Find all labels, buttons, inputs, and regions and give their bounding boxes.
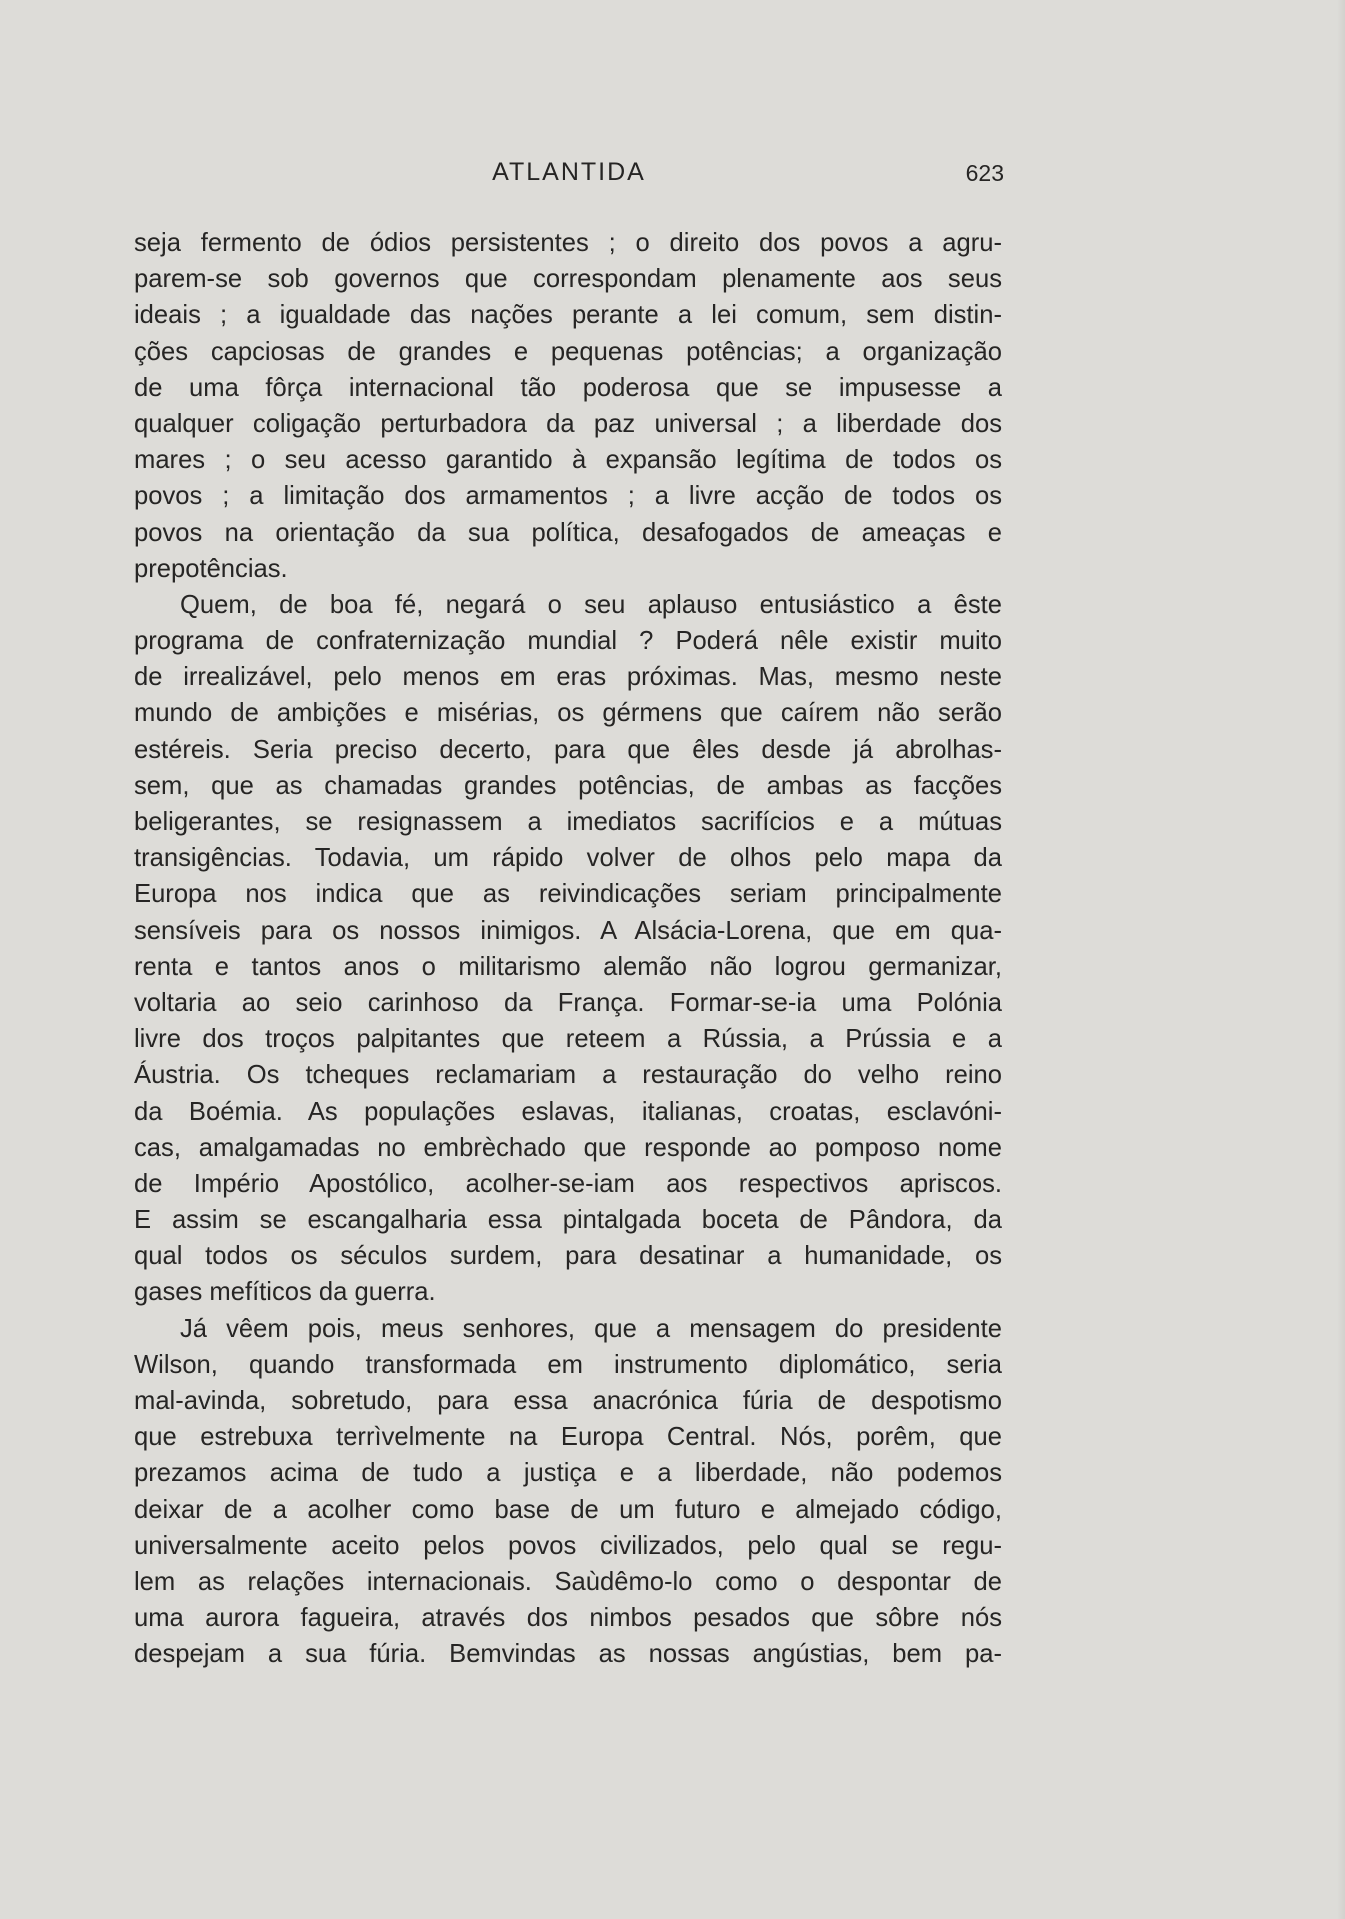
text-line: Já vêem pois, meus senhores, que a mensagem do presidente: [180, 1314, 1002, 1343]
running-title: ATLANTIDA: [492, 158, 646, 186]
text-line: povos ; a limitação dos armamentos ; a livre acção de todos os: [134, 482, 1002, 511]
text-line: qualquer coligação perturbadora da paz universal ; a liberdade dos: [134, 409, 1002, 438]
text-line: estéreis. Seria preciso decerto, para que êles desde já abrolhas-: [134, 735, 1002, 764]
text-line: E assim se escangalharia essa pintalgada boceta de Pândora, da: [134, 1206, 1002, 1235]
text-line: prezamos acima de tudo a justiça e a liberdade, não podemos: [134, 1459, 1002, 1488]
running-header: [134, 158, 1004, 192]
page-number: 623: [965, 160, 1004, 186]
text-line: Wilson, quando transformada em instrumento diplomático, seria: [134, 1350, 1002, 1379]
text-line: mundo de ambições e misérias, os gérmens que caírem não serão: [134, 699, 1002, 728]
text-line: renta e tantos anos o militarismo alemão não logrou germanizar,: [134, 952, 1002, 981]
text-line: cas, amalgamadas no embrèchado que responde ao pomposo nome: [134, 1133, 1002, 1162]
text-line: de Império Apostólico, acolher-se-iam aos respectivos apriscos.: [134, 1169, 1002, 1198]
text-line: lem as relações internacionais. Saùdêmo-lo como o despontar de: [134, 1567, 1002, 1596]
text-line: seja fermento de ódios persistentes ; o direito dos povos a agru-: [134, 229, 1002, 257]
text-line: livre dos troços palpitantes que reteem a Rússia, a Prússia e a: [134, 1025, 1002, 1054]
text-line: universalmente aceito pelos povos civilizados, pelo qual se regu-: [134, 1531, 1002, 1560]
body-text: [134, 225, 1002, 1673]
text-line: Europa nos indica que as reivindicações seriam principalmente: [134, 880, 1002, 909]
text-line: qual todos os séculos surdem, para desatinar a humanidade, os: [134, 1242, 1002, 1271]
text-line: de irrealizável, pelo menos em eras próximas. Mas, mesmo neste: [134, 663, 1002, 692]
text-line: sensíveis para os nossos inimigos. A Alsácia-Lorena, que em qua-: [134, 916, 1002, 945]
text-line: beligerantes, se resignassem a imediatos sacrifícios e a mútuas: [134, 808, 1002, 836]
text-line: ções capciosas de grandes e pequenas potências; a organização: [134, 337, 1002, 366]
text-line: transigências. Todavia, um rápido volver de olhos pelo mapa da: [134, 844, 1002, 873]
text-line: ideais ; a igualdade das nações perante a lei comum, sem distin-: [134, 301, 1002, 330]
text-line: Quem, de boa fé, negará o seu aplauso entusiástico a êste: [180, 590, 1002, 619]
text-line: voltaria ao seio carinhoso da França. Formar-se-ia uma Polónia: [134, 988, 1002, 1017]
text-line: uma aurora fagueira, através dos nimbos pesados que sôbre nós: [134, 1604, 1002, 1633]
text-line: de uma fôrça internacional tão poderosa que se impusesse a: [134, 373, 1002, 402]
text-line: que estrebuxa terrìvelmente na Europa Central. Nós, porêm, que: [134, 1423, 1002, 1452]
text-line: Áustria. Os tcheques reclamariam a restauração do velho reino: [134, 1061, 1002, 1090]
text-line: parem-se sob governos que correspondam plenamente aos seus: [134, 265, 1002, 294]
text-line: prepotências.: [134, 554, 288, 583]
page-edge-shadow: [1337, 0, 1345, 1919]
text-line: despejam a sua fúria. Bemvindas as nossas angústias, bem pa-: [134, 1640, 1002, 1669]
text-line: gases mefíticos da guerra.: [134, 1278, 436, 1307]
text-line: deixar de a acolher como base de um futuro e almejado código,: [134, 1495, 1002, 1524]
text-line: mal-avinda, sobretudo, para essa anacrónica fúria de despotismo: [134, 1387, 1002, 1415]
text-line: sem, que as chamadas grandes potências, de ambas as facções: [134, 771, 1002, 800]
text-line: povos na orientação da sua política, desafogados de ameaças e: [134, 518, 1002, 547]
text-line: mares ; o seu acesso garantido à expansão legítima de todos os: [134, 446, 1002, 475]
text-line: da Boémia. As populações eslavas, italianas, croatas, esclavóni-: [134, 1097, 1002, 1126]
text-line: programa de confraternização mundial ? Poderá nêle existir muito: [134, 627, 1002, 656]
